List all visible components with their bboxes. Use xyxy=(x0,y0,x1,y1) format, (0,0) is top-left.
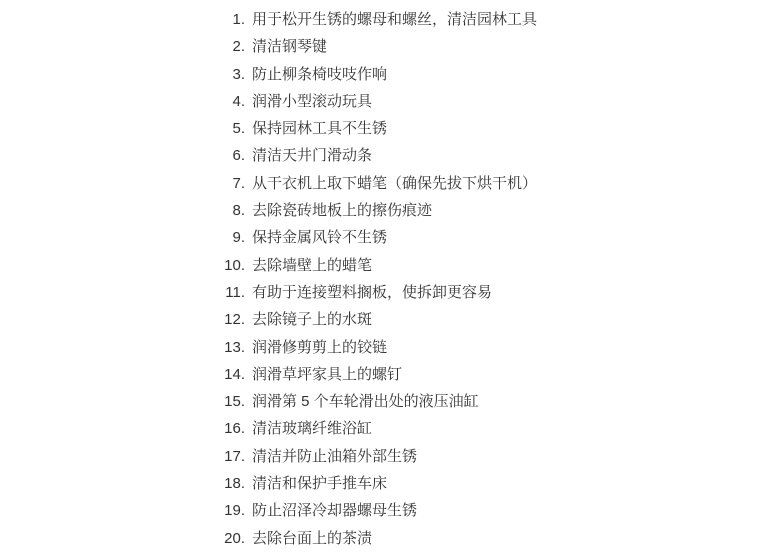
list-item-text: 润滑草坪家具上的螺钉 xyxy=(252,365,403,383)
list-item-text: 防止柳条椅吱吱作响 xyxy=(252,65,388,83)
list-item xyxy=(223,252,773,279)
list-item xyxy=(223,361,773,388)
list-item-text: 清洁并防止油箱外部生锈 xyxy=(252,447,418,465)
list-item-number: 19. xyxy=(224,502,245,520)
list-item xyxy=(223,142,773,169)
list-item-text: 去除镜子上的水斑 xyxy=(252,311,373,329)
list-item-text: 防止沼泽冷却器螺母生锈 xyxy=(252,502,418,520)
list-item-number: 6. xyxy=(232,147,245,165)
list-item xyxy=(223,88,773,115)
list-item xyxy=(223,61,773,88)
list-item-text: 清洁钢琴键 xyxy=(252,38,328,56)
list-item xyxy=(223,334,773,361)
list-item-text: 保持金属风铃不生锈 xyxy=(252,229,388,247)
list-item-text: 润滑修剪剪上的铰链 xyxy=(252,338,388,356)
list-item-number: 9. xyxy=(232,229,245,247)
list-item-number: 8. xyxy=(232,202,245,220)
list-item xyxy=(223,33,773,60)
list-item-text: 清洁天井门滑动条 xyxy=(252,147,373,165)
list-item xyxy=(223,279,773,306)
list-item-number: 18. xyxy=(224,475,245,493)
list-item-number: 2. xyxy=(232,38,245,56)
list-item-text: 从干衣机上取下蜡笔（确保先拔下烘干机） xyxy=(252,174,538,192)
list-item-number: 7. xyxy=(232,174,245,192)
list-item-number: 4. xyxy=(232,92,245,110)
list-item xyxy=(223,443,773,470)
list-item xyxy=(223,497,773,524)
list-item-text: 润滑小型滚动玩具 xyxy=(252,92,373,110)
list-item-number: 3. xyxy=(232,65,245,83)
list-item xyxy=(223,224,773,251)
list-item xyxy=(223,115,773,142)
list-item-number: 10. xyxy=(224,256,245,274)
list-item xyxy=(223,197,773,224)
list-item-number: 1. xyxy=(232,11,245,28)
list-item-number: 12. xyxy=(224,311,245,329)
list-item-text: 有助于连接塑料搁板，使拆卸更容易 xyxy=(252,283,493,301)
list-item xyxy=(223,6,773,33)
list-item xyxy=(223,470,773,497)
list-item-text: 润滑第 5 个车轮滑出处的液压油缸 xyxy=(252,393,479,411)
list-item-text: 清洁和保护手推车床 xyxy=(252,475,388,493)
list-item-text: 保持园林工具不生锈 xyxy=(252,120,388,138)
list-item xyxy=(223,170,773,197)
list-item-text: 去除台面上的茶渍 xyxy=(252,529,373,547)
list-item-number: 13. xyxy=(224,338,245,356)
list-item-number: 20. xyxy=(224,529,245,547)
list-item xyxy=(223,415,773,442)
list-item-text: 去除墙壁上的蜡笔 xyxy=(252,256,373,274)
list-item xyxy=(223,525,773,552)
list-item-text: 用于松开生锈的螺母和螺丝，清洁园林工具 xyxy=(252,11,538,28)
list-item xyxy=(223,306,773,333)
list-item-text: 去除瓷砖地板上的擦伤痕迹 xyxy=(252,202,433,220)
list-item-number: 14. xyxy=(224,365,245,383)
list-item-number: 11. xyxy=(225,283,245,301)
list-item-number: 16. xyxy=(224,420,245,438)
list-item-number: 17. xyxy=(224,447,245,465)
list-item-number: 15. xyxy=(224,393,245,411)
task-list xyxy=(223,6,773,552)
list-item xyxy=(223,388,773,415)
list-item-text: 清洁玻璃纤维浴缸 xyxy=(252,420,373,438)
list-item-number: 5. xyxy=(232,120,245,138)
